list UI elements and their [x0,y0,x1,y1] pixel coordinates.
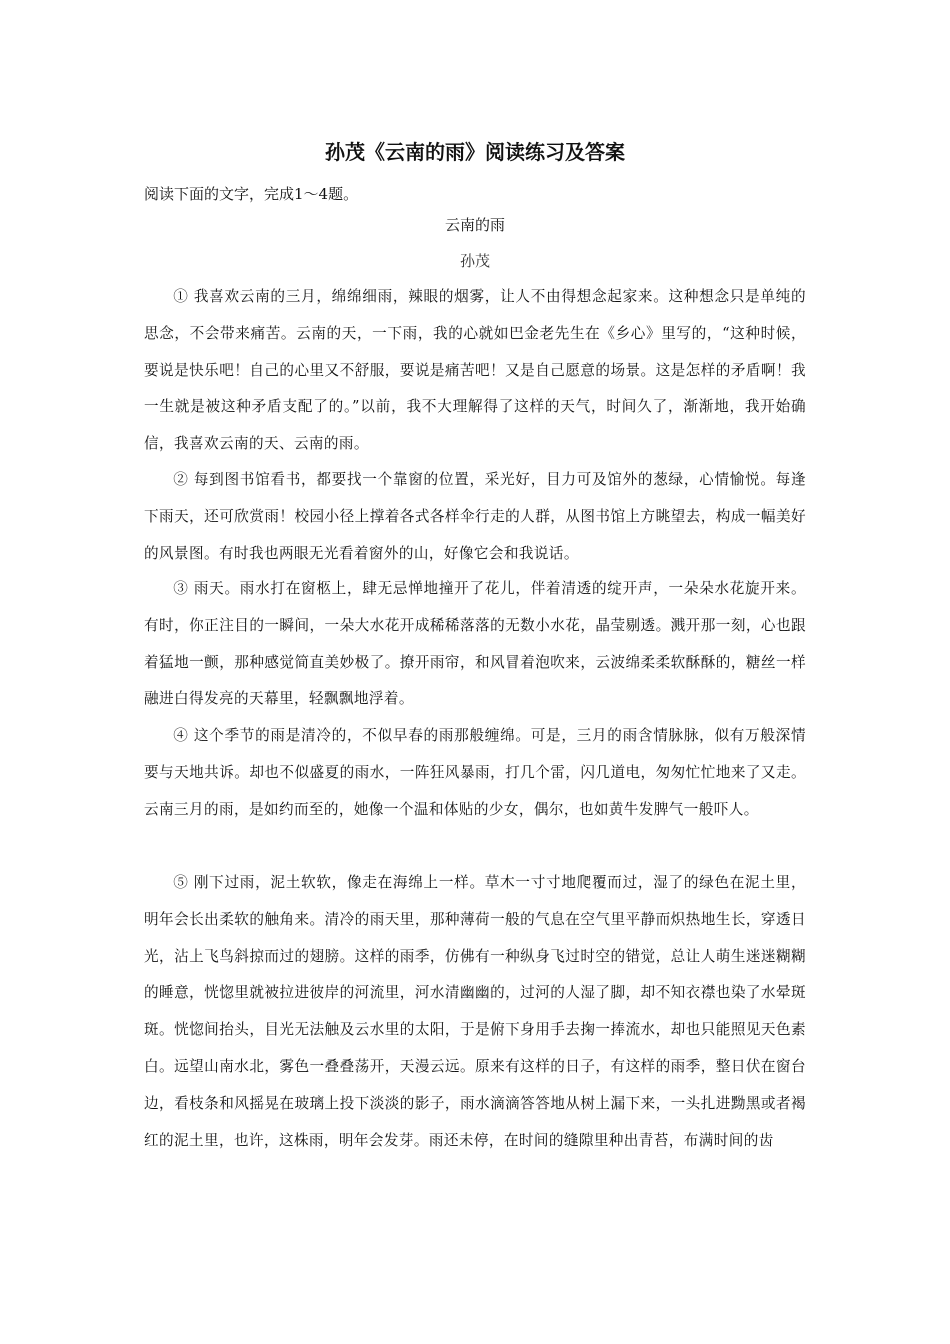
document-title: 孙茂《云南的雨》阅读练习及答案 [325,140,625,164]
paragraph-5: ⑤ 刚下过雨，泥土软软，像走在海绵上一样。草木一寸寸地爬覆而过，湿了的绿色在泥土里，明年会长出柔软的触角来。清冷的雨天里，那种薄荷一般的气息在空气里平静而炽热地生长，穿透日光，沾上飞鸟斜掠而过的翅膀。这样的雨季，仿佛有一种纵身飞过时空的错觉，总让人萌生迷迷糊糊的睡意，恍惚里就被拉进彼岸的河流里，河水清幽幽的，过河的人湿了脚，却不知衣襟也染了水晕斑斑。恍惚间抬头，目光无法触及云水里的太阳，于是俯下身用手去掬一捧流水，却也只能照见天色素白。远望山南水北，雾色一叠叠荡开，天漫云远。原来有这样的日子，有这样的雨季，整日伏在窗台边，看枝条和风摇晃在玻璃上投下淡淡的影子，雨水滴滴答答地从树上漏下来，一头扎进黝黑或者褐红的泥土里，也许，这株雨，明年会发芽。雨还未停，在时间的缝隙里种出青苔，布满时间的齿 [144,874,806,1149]
paragraph-2: ② 每到图书馆看书，都要找一个靠窗的位置，采光好，目力可及馆外的葱绿，心情愉悦。每逢下雨天，还可欣赏雨！校园小径上撑着各式各样伞行走的人群，从图书馆上方眺望去，构成一幅美好的风景图。有时我也两眼无光看着窗外的山，好像它会和我说话。 [144,471,806,562]
reading-instruction: 阅读下面的文字，完成1～4题。 [144,185,359,203]
essay-title: 云南的雨 [444,216,505,234]
paragraph-3: ③ 雨天。雨水打在窗柩上，肆无忌惮地撞开了花儿，伴着清透的绽开声，一朵朵水花旋开来。有时，你正注目的一瞬间，一朵大水花开成稀稀落落的无数小水花，晶莹剔透。溅开那一刻，心也跟着猛地一颤，那种感觉简直美妙极了。撩开雨帘，和风冒着泡吹来，云波绵柔柔软酥酥的，糖丝一样融进白得发亮的天幕里，轻飘飘地浮着。 [144,580,806,708]
paragraph-1: ① 我喜欢云南的三月，绵绵细雨，辣眼的烟雾，让人不由得想念起家来。这种想念只是单纯的思念，不会带来痛苦。云南的天，一下雨，我的心就如巴金老先生在《乡心》里写的，“这种时候，要说是快乐吧！自己的心里又不舒服，要说是痛苦吧！又是自己愿意的场景。这是怎样的矛盾啊！我一生就是被这种矛盾支配了的。”以前，我不大理解得了这样的天气，时间久了，渐渐地，我开始确信，我喜欢云南的天、云南的雨。 [144,288,806,453]
essay-author: 孙茂 [459,252,490,270]
paragraph-4: ④ 这个季节的雨是清冷的，不似早春的雨那般缠绵。可是，三月的雨含情脉脉，似有万般深情要与天地共诉。却也不似盛夏的雨水，一阵狂风暴雨，打几个雷，闪几道电，匆匆忙忙地来了又走。云南三月的雨，是如约而至的，她像一个温和体贴的少女，偶尔，也如黄牛发脾气一般吓人。 [144,727,806,818]
